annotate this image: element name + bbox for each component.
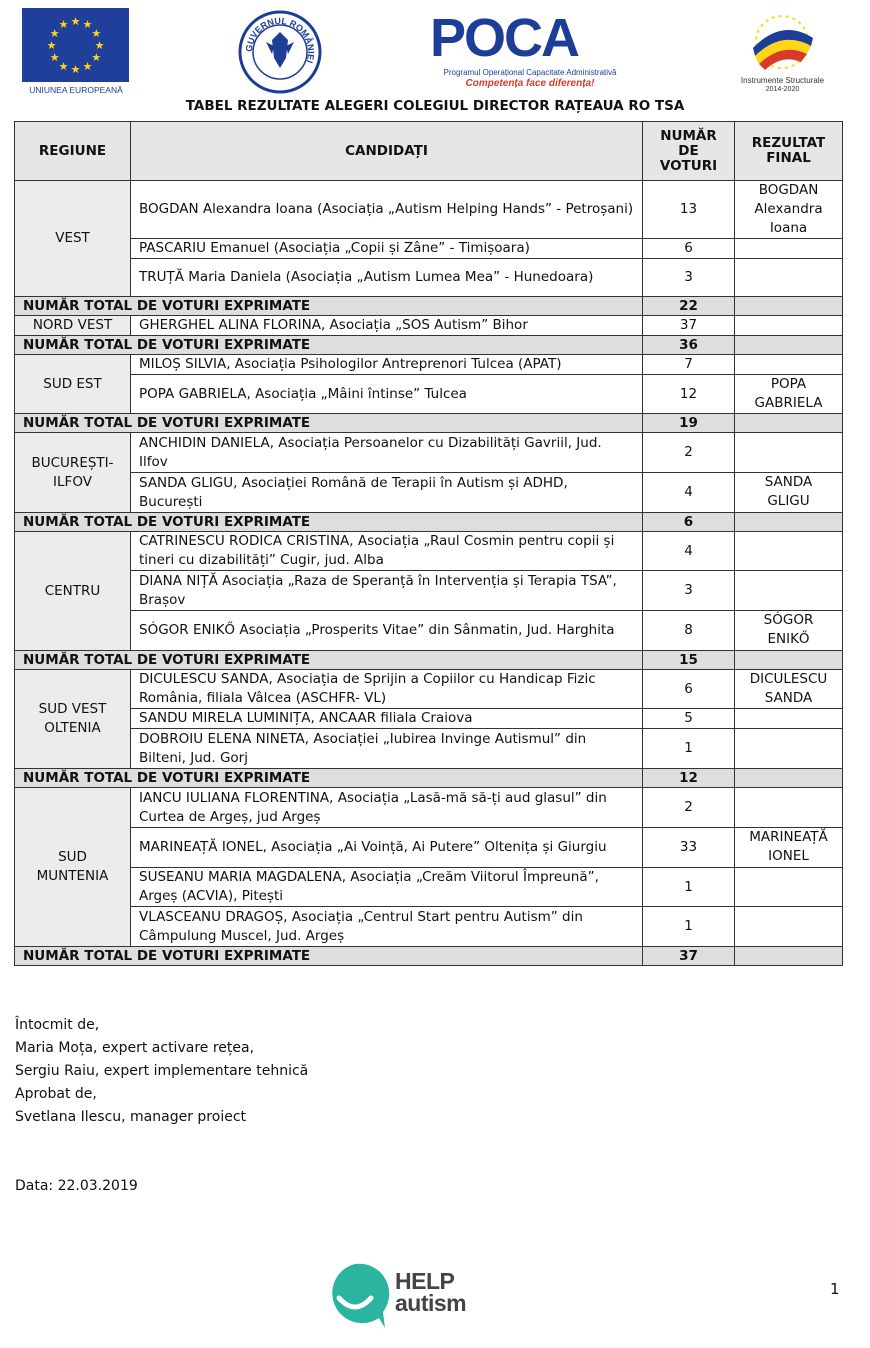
candidate-cell: MARINEAȚĂ IONEL, Asociația „Ai Voință, Ai Putere” Oltenița și Giurgiu <box>131 828 643 868</box>
total-label: NUMĂR TOTAL DE VOTURI EXPRIMATE <box>15 414 643 433</box>
eu-star-icon: ★ <box>46 39 57 52</box>
votes-cell: 5 <box>643 709 735 729</box>
result-cell: MARINEAȚĂ IONEL <box>735 828 843 868</box>
votes-cell: 1 <box>643 907 735 947</box>
document-title: TABEL REZULTATE ALEGERI COLEGIUL DIRECTOR RAȚEAUA RO TSA <box>185 98 685 114</box>
total-empty-cell <box>735 651 843 670</box>
header-candidates: CANDIDAȚI <box>131 122 643 181</box>
page-number: 1 <box>830 1280 840 1298</box>
result-cell <box>735 868 843 907</box>
speech-bubble-smile-icon <box>323 1262 393 1332</box>
total-empty-cell <box>735 947 843 966</box>
votes-cell: 8 <box>643 611 735 651</box>
total-empty-cell <box>735 336 843 355</box>
result-cell <box>735 433 843 473</box>
votes-cell: 1 <box>643 729 735 769</box>
eu-star-icon: ★ <box>91 51 102 64</box>
votes-cell: 37 <box>643 316 735 336</box>
total-row <box>15 651 843 670</box>
result-cell <box>735 532 843 571</box>
help-word: HELP <box>395 1268 455 1294</box>
candidate-row <box>15 433 843 473</box>
votes-cell: 3 <box>643 571 735 611</box>
candidate-cell: SUSEANU MARIA MAGDALENA, Asociația „Creăm Viitorul Împreună”, Argeș (ACVIA), Pitești <box>131 868 643 907</box>
eu-flag-logo <box>22 8 129 82</box>
total-empty-cell <box>735 297 843 316</box>
total-row <box>15 336 843 355</box>
candidate-row <box>15 355 843 375</box>
eu-star-icon: ★ <box>58 59 69 73</box>
candidate-row <box>15 316 843 336</box>
result-cell <box>735 316 843 336</box>
candidate-cell: DOBROIU ELENA NINETA, Asociației „Iubirea Invinge Autismul” din Bilteni, Jud. Gorj <box>131 729 643 769</box>
total-empty-cell <box>735 414 843 433</box>
total-label: NUMĂR TOTAL DE VOTURI EXPRIMATE <box>15 651 643 670</box>
candidate-cell: DICULESCU SANDA, Asociația de Sprijin a Copiilor cu Handicap Fizic România, filiala Vâlcea (ASCHFR- VL) <box>131 670 643 709</box>
result-cell <box>735 259 843 297</box>
total-label: NUMĂR TOTAL DE VOTURI EXPRIMATE <box>15 297 643 316</box>
result-cell: SANDA GLIGU <box>735 473 843 513</box>
eu-star-icon: ★ <box>70 63 81 76</box>
votes-cell: 2 <box>643 788 735 828</box>
votes-cell: 2 <box>643 433 735 473</box>
help-autism-logo <box>323 1262 473 1332</box>
help-autism-wordmark <box>395 1270 466 1314</box>
votes-cell: 6 <box>643 670 735 709</box>
autism-word: autism <box>395 1290 467 1316</box>
total-empty-cell <box>735 769 843 788</box>
signature-block <box>15 1014 308 1129</box>
votes-cell: 7 <box>643 355 735 375</box>
eu-star-icon: ★ <box>94 39 105 52</box>
candidate-cell: TRUȚĂ Maria Daniela (Asociația „Autism Lumea Mea” - Hunedoara) <box>131 259 643 297</box>
region-cell: SUD EST <box>15 355 131 414</box>
poca-slogan: Competența face diferența! <box>465 78 595 89</box>
candidate-row <box>15 571 843 611</box>
results-table <box>14 121 843 966</box>
region-cell: VEST <box>15 181 131 297</box>
candidate-cell: SANDU MIRELA LUMINIȚA, ANCAAR filiala Craiova <box>131 709 643 729</box>
poca-subtitle: Programul Operațional Capacitate Administrativă <box>443 68 617 77</box>
total-votes: 12 <box>643 769 735 788</box>
result-cell <box>735 239 843 259</box>
total-row <box>15 769 843 788</box>
candidate-cell: BOGDAN Alexandra Ioana (Asociația „Autism Helping Hands” - Petroșani) <box>131 181 643 239</box>
poca-logo <box>430 8 630 92</box>
candidate-cell: CATRINESCU RODICA CRISTINA, Asociația „Raul Cosmin pentru copii și tineri cu dizabilități” Cugir, jud. Alba <box>131 532 643 571</box>
candidate-cell: MILOȘ SILVIA, Asociația Psihologilor Antreprenori Tulcea (APAT) <box>131 355 643 375</box>
candidate-cell: SÓGOR ENIKŐ Asociația „Prosperits Vitae” din Sânmatin, Jud. Harghita <box>131 611 643 651</box>
total-label: NUMĂR TOTAL DE VOTURI EXPRIMATE <box>15 769 643 788</box>
total-label: NUMĂR TOTAL DE VOTURI EXPRIMATE <box>15 947 643 966</box>
candidate-row <box>15 181 843 239</box>
table-header-row <box>15 122 843 181</box>
candidate-row <box>15 611 843 651</box>
total-empty-cell <box>735 513 843 532</box>
total-row <box>15 297 843 316</box>
candidate-row <box>15 375 843 414</box>
candidate-row <box>15 239 843 259</box>
total-votes: 19 <box>643 414 735 433</box>
total-label: NUMĂR TOTAL DE VOTURI EXPRIMATE <box>15 513 643 532</box>
eu-star-icon: ★ <box>58 18 69 32</box>
region-cell: CENTRU <box>15 532 131 651</box>
candidate-row <box>15 868 843 907</box>
candidate-cell: GHERGHEL ALINA FLORINA, Asociația „SOS Autism” Bihor <box>131 316 643 336</box>
eu-star-icon: ★ <box>82 59 93 73</box>
total-votes: 15 <box>643 651 735 670</box>
total-votes: 36 <box>643 336 735 355</box>
result-cell <box>735 355 843 375</box>
total-label: NUMĂR TOTAL DE VOTURI EXPRIMATE <box>15 336 643 355</box>
is-caption: Instrumente Structurale <box>740 76 825 85</box>
total-votes: 6 <box>643 513 735 532</box>
total-row <box>15 513 843 532</box>
candidate-row <box>15 729 843 769</box>
votes-cell: 13 <box>643 181 735 239</box>
government-ring-text: GUVERNUL ROMÂNIEI <box>243 15 317 65</box>
candidate-row <box>15 709 843 729</box>
candidate-row <box>15 670 843 709</box>
is-years: 2014-2020 <box>765 86 800 93</box>
eu-star-icon: ★ <box>91 27 102 40</box>
votes-cell: 1 <box>643 868 735 907</box>
votes-cell: 4 <box>643 473 735 513</box>
instrumente-structurale-logo <box>735 8 830 96</box>
candidate-row <box>15 473 843 513</box>
result-cell <box>735 571 843 611</box>
votes-cell: 3 <box>643 259 735 297</box>
candidate-row <box>15 259 843 297</box>
table-body <box>15 181 843 966</box>
approved-by-label: Aprobat de, <box>15 1086 97 1102</box>
votes-cell: 12 <box>643 375 735 414</box>
candidate-row <box>15 532 843 571</box>
header-region: REGIUNE <box>15 122 131 181</box>
result-cell <box>735 788 843 828</box>
eu-star-icon: ★ <box>49 27 60 40</box>
candidate-cell: POPA GABRIELA, Asociația „Mâini întinse” Tulcea <box>131 375 643 414</box>
region-cell: BUCUREȘTI-ILFOV <box>15 433 131 513</box>
total-votes: 37 <box>643 947 735 966</box>
poca-wordmark: POCA <box>430 8 579 68</box>
preparer-2: Sergiu Raiu, expert implementare tehnică <box>15 1063 309 1079</box>
candidate-cell: PASCARIU Emanuel (Asociația „Copii și Zâne” - Timișoara) <box>131 239 643 259</box>
result-cell: BOGDAN Alexandra Ioana <box>735 181 843 239</box>
candidate-cell: DIANA NIȚĂ Asociația „Raza de Speranță în Intervenția și Terapia TSA”, Brașov <box>131 571 643 611</box>
total-row <box>15 947 843 966</box>
header-votes: NUMĂR DE VOTURI <box>643 122 735 181</box>
total-row <box>15 414 843 433</box>
approver: Svetlana Ilescu, manager proiect <box>15 1109 247 1125</box>
candidate-cell: ANCHIDIN DANIELA, Asociația Persoanelor cu Dizabilități Gavriil, Jud. Ilfov <box>131 433 643 473</box>
votes-cell: 33 <box>643 828 735 868</box>
eu-star-icon: ★ <box>49 51 60 64</box>
result-cell: POPA GABRIELA <box>735 375 843 414</box>
region-cell: SUD VEST OLTENIA <box>15 670 131 769</box>
votes-cell: 6 <box>643 239 735 259</box>
eu-star-icon: ★ <box>70 15 81 28</box>
government-seal-icon <box>238 10 322 94</box>
candidate-row <box>15 828 843 868</box>
result-cell <box>735 709 843 729</box>
candidate-row <box>15 907 843 947</box>
document-date: Data: 22.03.2019 <box>15 1178 138 1194</box>
prepared-by-label: Întocmit de, <box>15 1017 100 1033</box>
candidate-cell: SANDA GLIGU, Asociației Română de Terapii în Autism și ADHD, București <box>131 473 643 513</box>
eu-star-icon: ★ <box>82 18 93 32</box>
eu-stars-icon <box>22 8 129 82</box>
result-cell: SÓGOR ENIKŐ <box>735 611 843 651</box>
eu-caption: UNIUNEA EUROPEANĂ <box>29 85 123 95</box>
total-votes: 22 <box>643 297 735 316</box>
region-cell: NORD VEST <box>15 316 131 336</box>
logo-bar <box>0 0 870 100</box>
candidate-cell: IANCU IULIANA FLORENTINA, Asociația „Lasă-mă să-ți aud glasul” din Curtea de Argeș, jud Argeș <box>131 788 643 828</box>
preparer-1: Maria Moța, expert activare rețea, <box>15 1040 255 1056</box>
candidate-row <box>15 788 843 828</box>
romanian-government-logo <box>238 10 322 94</box>
region-cell: SUD MUNTENIA <box>15 788 131 947</box>
candidate-cell: VLASCEANU DRAGOȘ, Asociația „Centrul Start pentru Autism” din Câmpulung Muscel, Jud. Argeș <box>131 907 643 947</box>
result-cell <box>735 907 843 947</box>
structural-instruments-icon <box>735 8 830 74</box>
votes-cell: 4 <box>643 532 735 571</box>
result-cell <box>735 729 843 769</box>
result-cell: DICULESCU SANDA <box>735 670 843 709</box>
header-final-result: REZULTAT FINAL <box>735 122 843 181</box>
